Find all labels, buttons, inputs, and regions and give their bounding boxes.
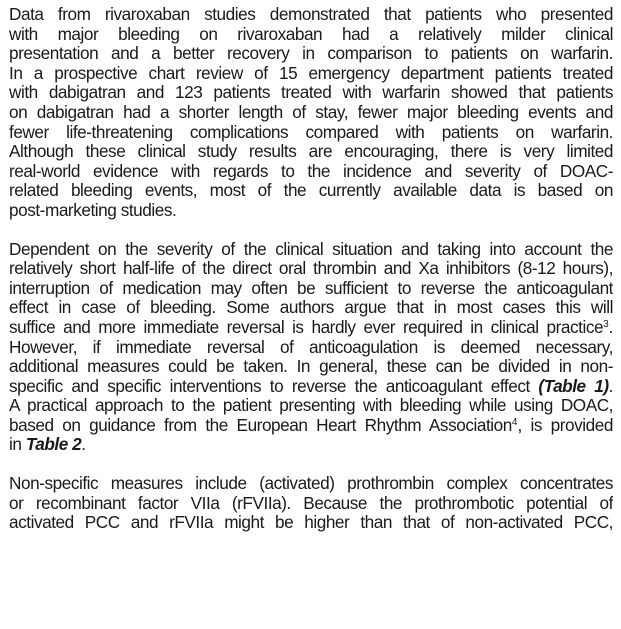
text-line: fewer life-threatening complications compared with patients on warfarin. [9,122,613,142]
text-run: based on guidance from the European Heart Rhythm Association [9,415,512,435]
text-line: Although these clinical study results are encouraging, there is very limited [9,142,613,162]
text-line: effect in case of bleeding. Some authors argue that in most cases this will [9,298,613,318]
text-line: Data from rivaroxaban studies demonstrated that patients who presented [9,5,613,24]
text-line: relatively short half-life of the direct oral thrombin and Xa inhibitors (8-12 hours), [9,259,613,279]
text-line: However, if immediate reversal of anticoagulation is deemed necessary, [9,337,613,357]
text-run: , is provided [517,415,613,435]
table-1-reference: (Table 1) [538,376,609,396]
reference-superscript-3: 3 [603,318,609,330]
text-line: interruption of medication may often be sufficient to reverse the anticoagulant [9,278,613,298]
text-run: specific and specific interventions to reverse the anticoagulant effect [9,376,539,396]
text-line: or recombinant factor VIIa (rFVIIa). Because the prothrombotic potential of [9,493,613,513]
text-line: presentation and a better recovery in comparison to patients on warfarin. [9,44,613,64]
text-line: Dependent on the severity of the clinical situation and taking into account the [9,239,613,259]
text-line [9,318,613,338]
text-run: . [81,435,86,455]
text-line: additional measures could be taken. In general, these can be divided in non- [9,357,613,377]
text-line: real-world evidence with regards to the incidence and severity of DOAC- [9,161,613,181]
text-line: with major bleeding on rivaroxaban had a relatively milder clinical [9,24,613,44]
reference-superscript-4: 4 [511,416,518,428]
text-line: post-marketing studies. [9,200,177,220]
text-line [9,377,613,397]
text-line: In a prospective chart review of 15 emergency department patients treated [9,63,613,83]
paragraph-non-specific-measures [9,474,613,533]
text-run: in [9,435,26,455]
paragraph-reversal-approach [9,240,613,456]
text-line [9,416,613,436]
text-run: suffice and more immediate reversal is hardly ever required in clinical practice [9,317,604,337]
text-line [9,435,613,455]
text-line: on dabigatran had a shorter length of stay, fewer major bleeding events and [9,102,613,122]
text-line: related bleeding events, most of the currently available data is based on [9,181,613,201]
table-2-reference: Table 2 [25,435,82,455]
paragraph-rivaroxaban-evidence [9,5,613,221]
text-run: . [608,376,613,396]
text-line: activated PCC and rFVIIa might be higher than that of non-activated PCC, [9,513,613,533]
text-line: Non-specific measures include (activated) prothrombin complex concentrates [9,474,613,494]
text-line: A practical approach to the patient presenting with bleeding while using DOAC, [9,396,613,416]
text-line: with dabigatran and 123 patients treated with warfarin showed that patients [9,83,613,103]
text-run: . [608,317,613,337]
